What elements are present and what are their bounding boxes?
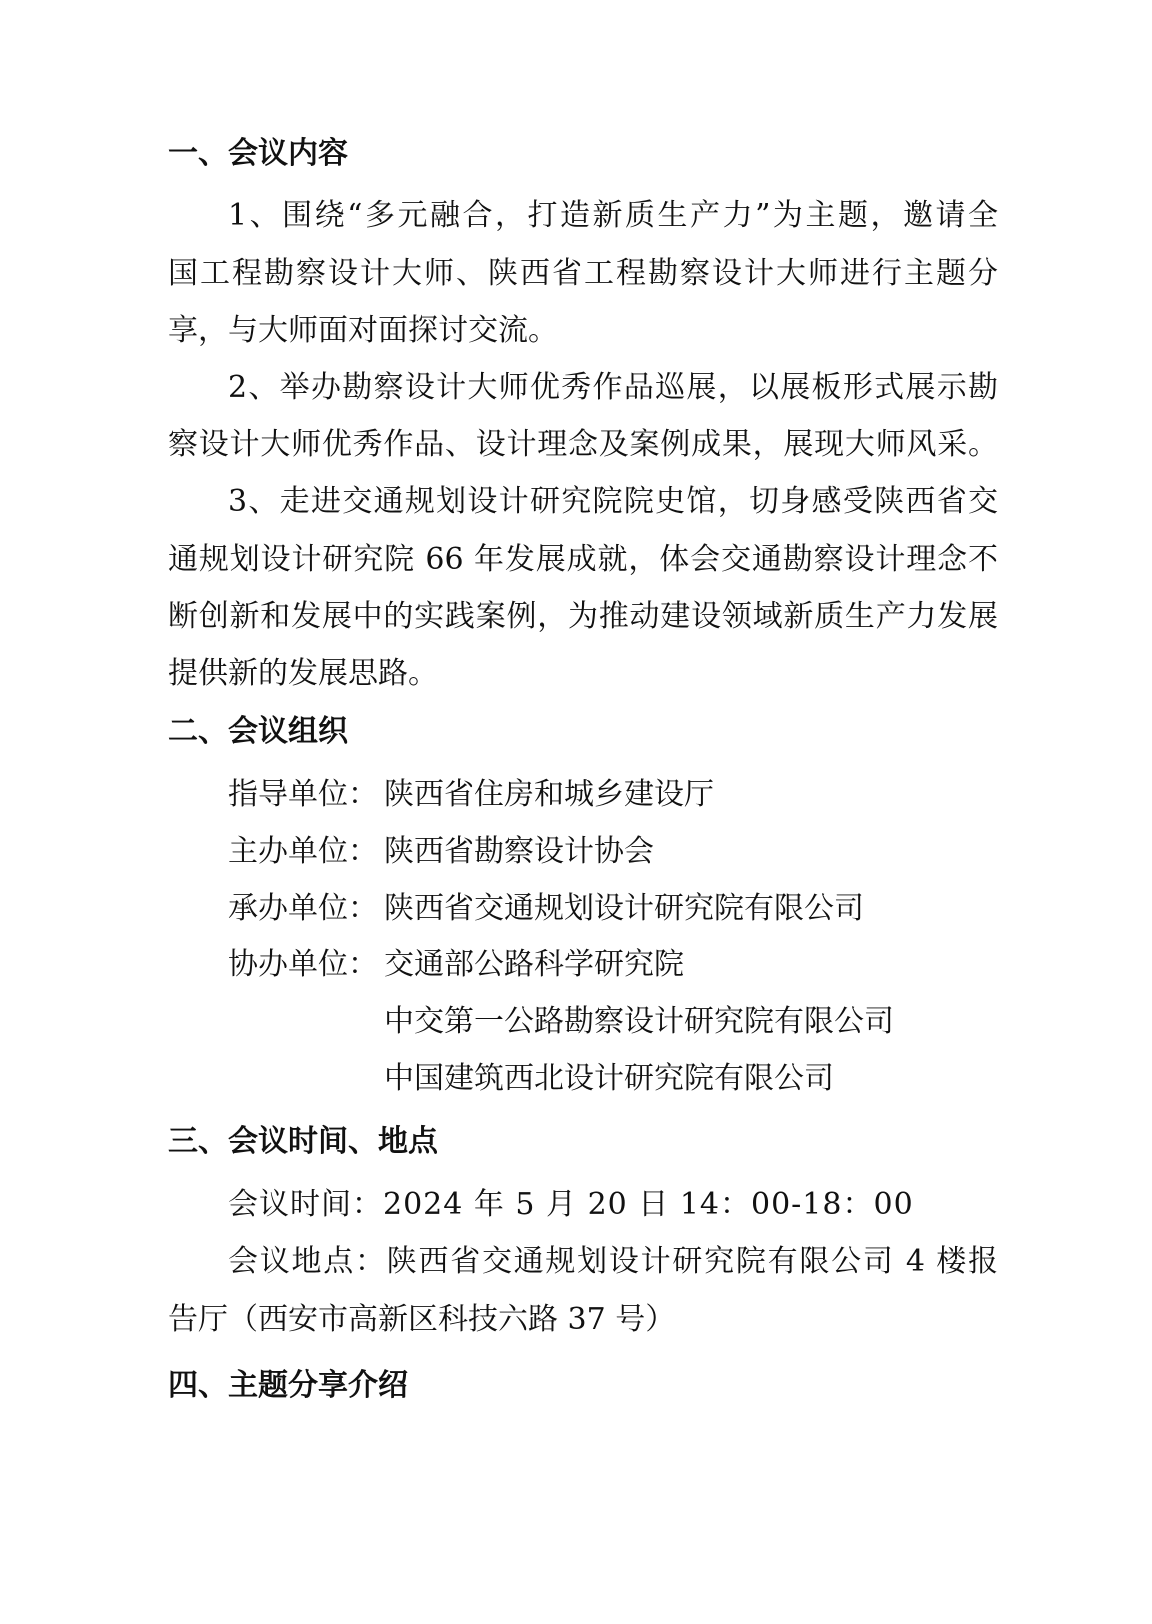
org-value: 陕西省住房和城乡建设厅: [384, 777, 714, 812]
paragraph-line: 断创新和发展中的实践案例，为推动建设领域新质生产力发展: [168, 599, 998, 634]
section-heading-topic-sharing: 四、主题分享介绍: [168, 1368, 408, 1403]
org-row-host: [228, 832, 654, 872]
org-label: 承办单位：: [228, 891, 378, 926]
org-label: 协办单位：: [228, 947, 378, 982]
org-value: 陕西省勘察设计协会: [384, 834, 654, 869]
org-label: 主办单位：: [228, 834, 378, 869]
org-value: 交通部公路科学研究院: [384, 947, 684, 982]
org-row-organizer: [228, 889, 864, 929]
meeting-place: 会议地点：陕西省交通规划设计研究院有限公司 4 楼报: [228, 1244, 998, 1279]
paragraph-line: 3、走进交通规划设计研究院院史馆，切身感受陕西省交: [228, 484, 998, 519]
paragraph-line: 察设计大师优秀作品、设计理念及案例成果，展现大师风采。: [168, 427, 998, 462]
org-row-assist: [228, 945, 684, 985]
org-value-continued: 中交第一公路勘察设计研究院有限公司: [384, 1004, 894, 1039]
section-heading-meeting-content: 一、会议内容: [168, 136, 348, 171]
org-value: 陕西省交通规划设计研究院有限公司: [384, 891, 864, 926]
paragraph-line: 提供新的发展思路。: [168, 656, 438, 691]
paragraph-line: 享，与大师面对面探讨交流。: [168, 313, 558, 348]
org-row-guide: [228, 775, 714, 815]
meeting-time: 会议时间：2024 年 5 月 20 日 14：00-18：00: [228, 1187, 914, 1222]
paragraph-line: 国工程勘察设计大师、陕西省工程勘察设计大师进行主题分: [168, 256, 998, 291]
section-heading-meeting-organization: 二、会议组织: [168, 714, 348, 749]
paragraph-line: 通规划设计研究院 66 年发展成就，体会交通勘察设计理念不: [168, 542, 998, 577]
paragraph-line: 2、举办勘察设计大师优秀作品巡展，以展板形式展示勘: [228, 370, 998, 405]
org-label: 指导单位：: [228, 777, 378, 812]
section-heading-time-place: 三、会议时间、地点: [168, 1124, 438, 1159]
paragraph-line: 1、围绕“多元融合，打造新质生产力”为主题，邀请全: [228, 198, 998, 233]
meeting-place-continued: 告厅（西安市高新区科技六路 37 号）: [168, 1302, 676, 1337]
org-value-continued: 中国建筑西北设计研究院有限公司: [384, 1061, 834, 1096]
